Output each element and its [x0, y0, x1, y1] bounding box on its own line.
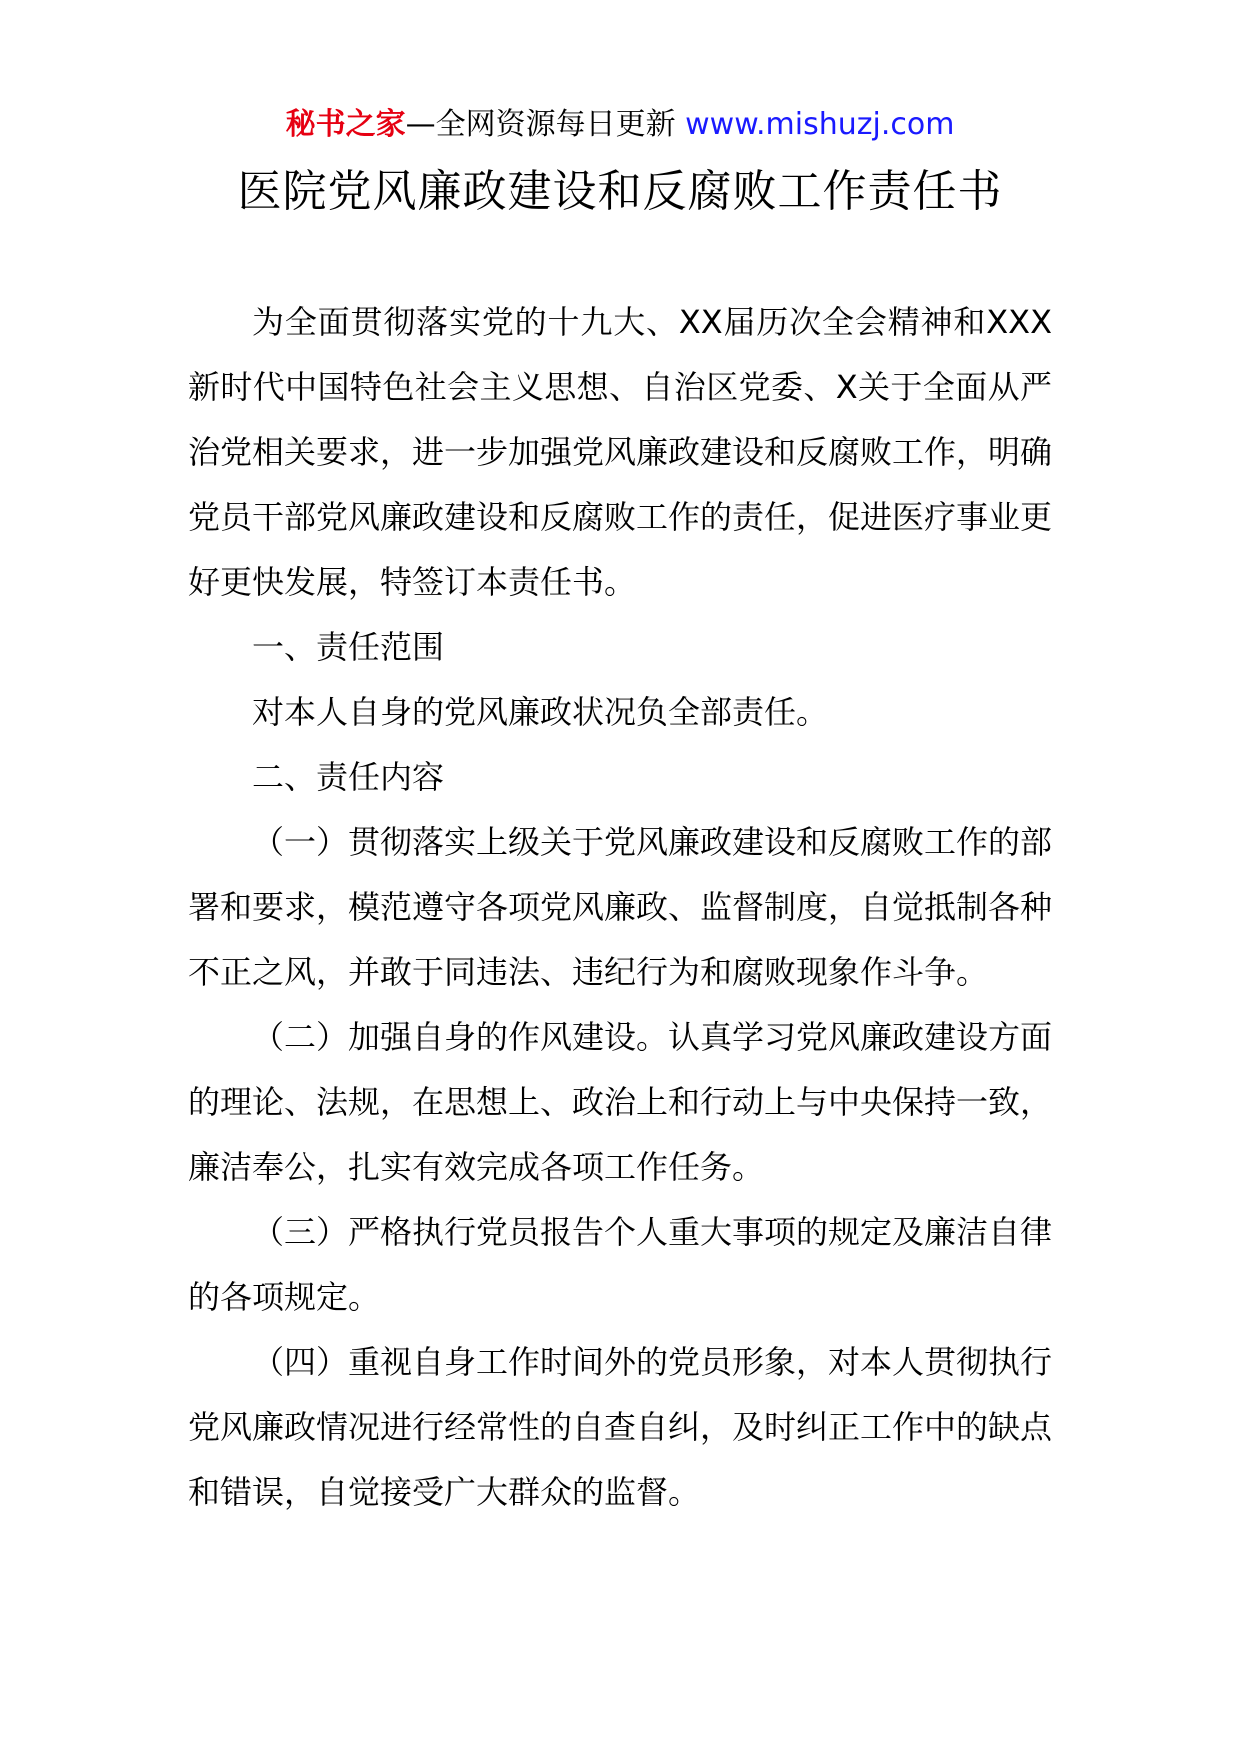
content-item-1: （一）贯彻落实上级关于党风廉政建设和反腐败工作的部署和要求，模范遵守各项党风廉政、监督制度，自觉抵制各种不正之风，并敢于同违法、违纪行为和腐败现象作斗争。 — [188, 823, 1053, 991]
section-heading-scope: 一、责任范围 — [252, 628, 445, 666]
site-header — [0, 103, 1240, 147]
content-item-4: （四）重视自身工作时间外的党员形象，对本人贯彻执行党风廉政情况进行经常性的自查自纠，及时纠正工作中的缺点和错误，自觉接受广大群众的监督。 — [188, 1343, 1053, 1511]
intro-paragraph: 为全面贯彻落实党的十九大、XX届历次全会精神和XXX新时代中国特色社会主义思想、自治区党委、X关于全面从严治党相关要求，进一步加强党风廉政建设和反腐败工作，明确党员干部党风廉政建设和反腐败工作的责任，促进医疗事业更好更快发展，特签订本责任书。 — [188, 303, 1053, 601]
document-body — [188, 290, 1052, 1525]
header-tagline: —全网资源每日更新 — [405, 107, 676, 142]
content-item-3: （三）严格执行党员报告个人重大事项的规定及廉洁自律的各项规定。 — [188, 1213, 1053, 1316]
site-url-link[interactable]: www.mishuzj.com — [685, 107, 955, 142]
scope-paragraph: 对本人自身的党风廉政状况负全部责任。 — [252, 693, 829, 731]
content-item-2: （二）加强自身的作风建设。认真学习党风廉政建设方面的理论、法规，在思想上、政治上和行动上与中央保持一致，廉洁奉公，扎实有效完成各项工作任务。 — [188, 1018, 1053, 1186]
document-title: 医院党风廉政建设和反腐败工作责任书 — [237, 166, 1003, 217]
section-heading-content: 二、责任内容 — [252, 758, 445, 796]
brand-name: 秘书之家 — [285, 107, 406, 142]
